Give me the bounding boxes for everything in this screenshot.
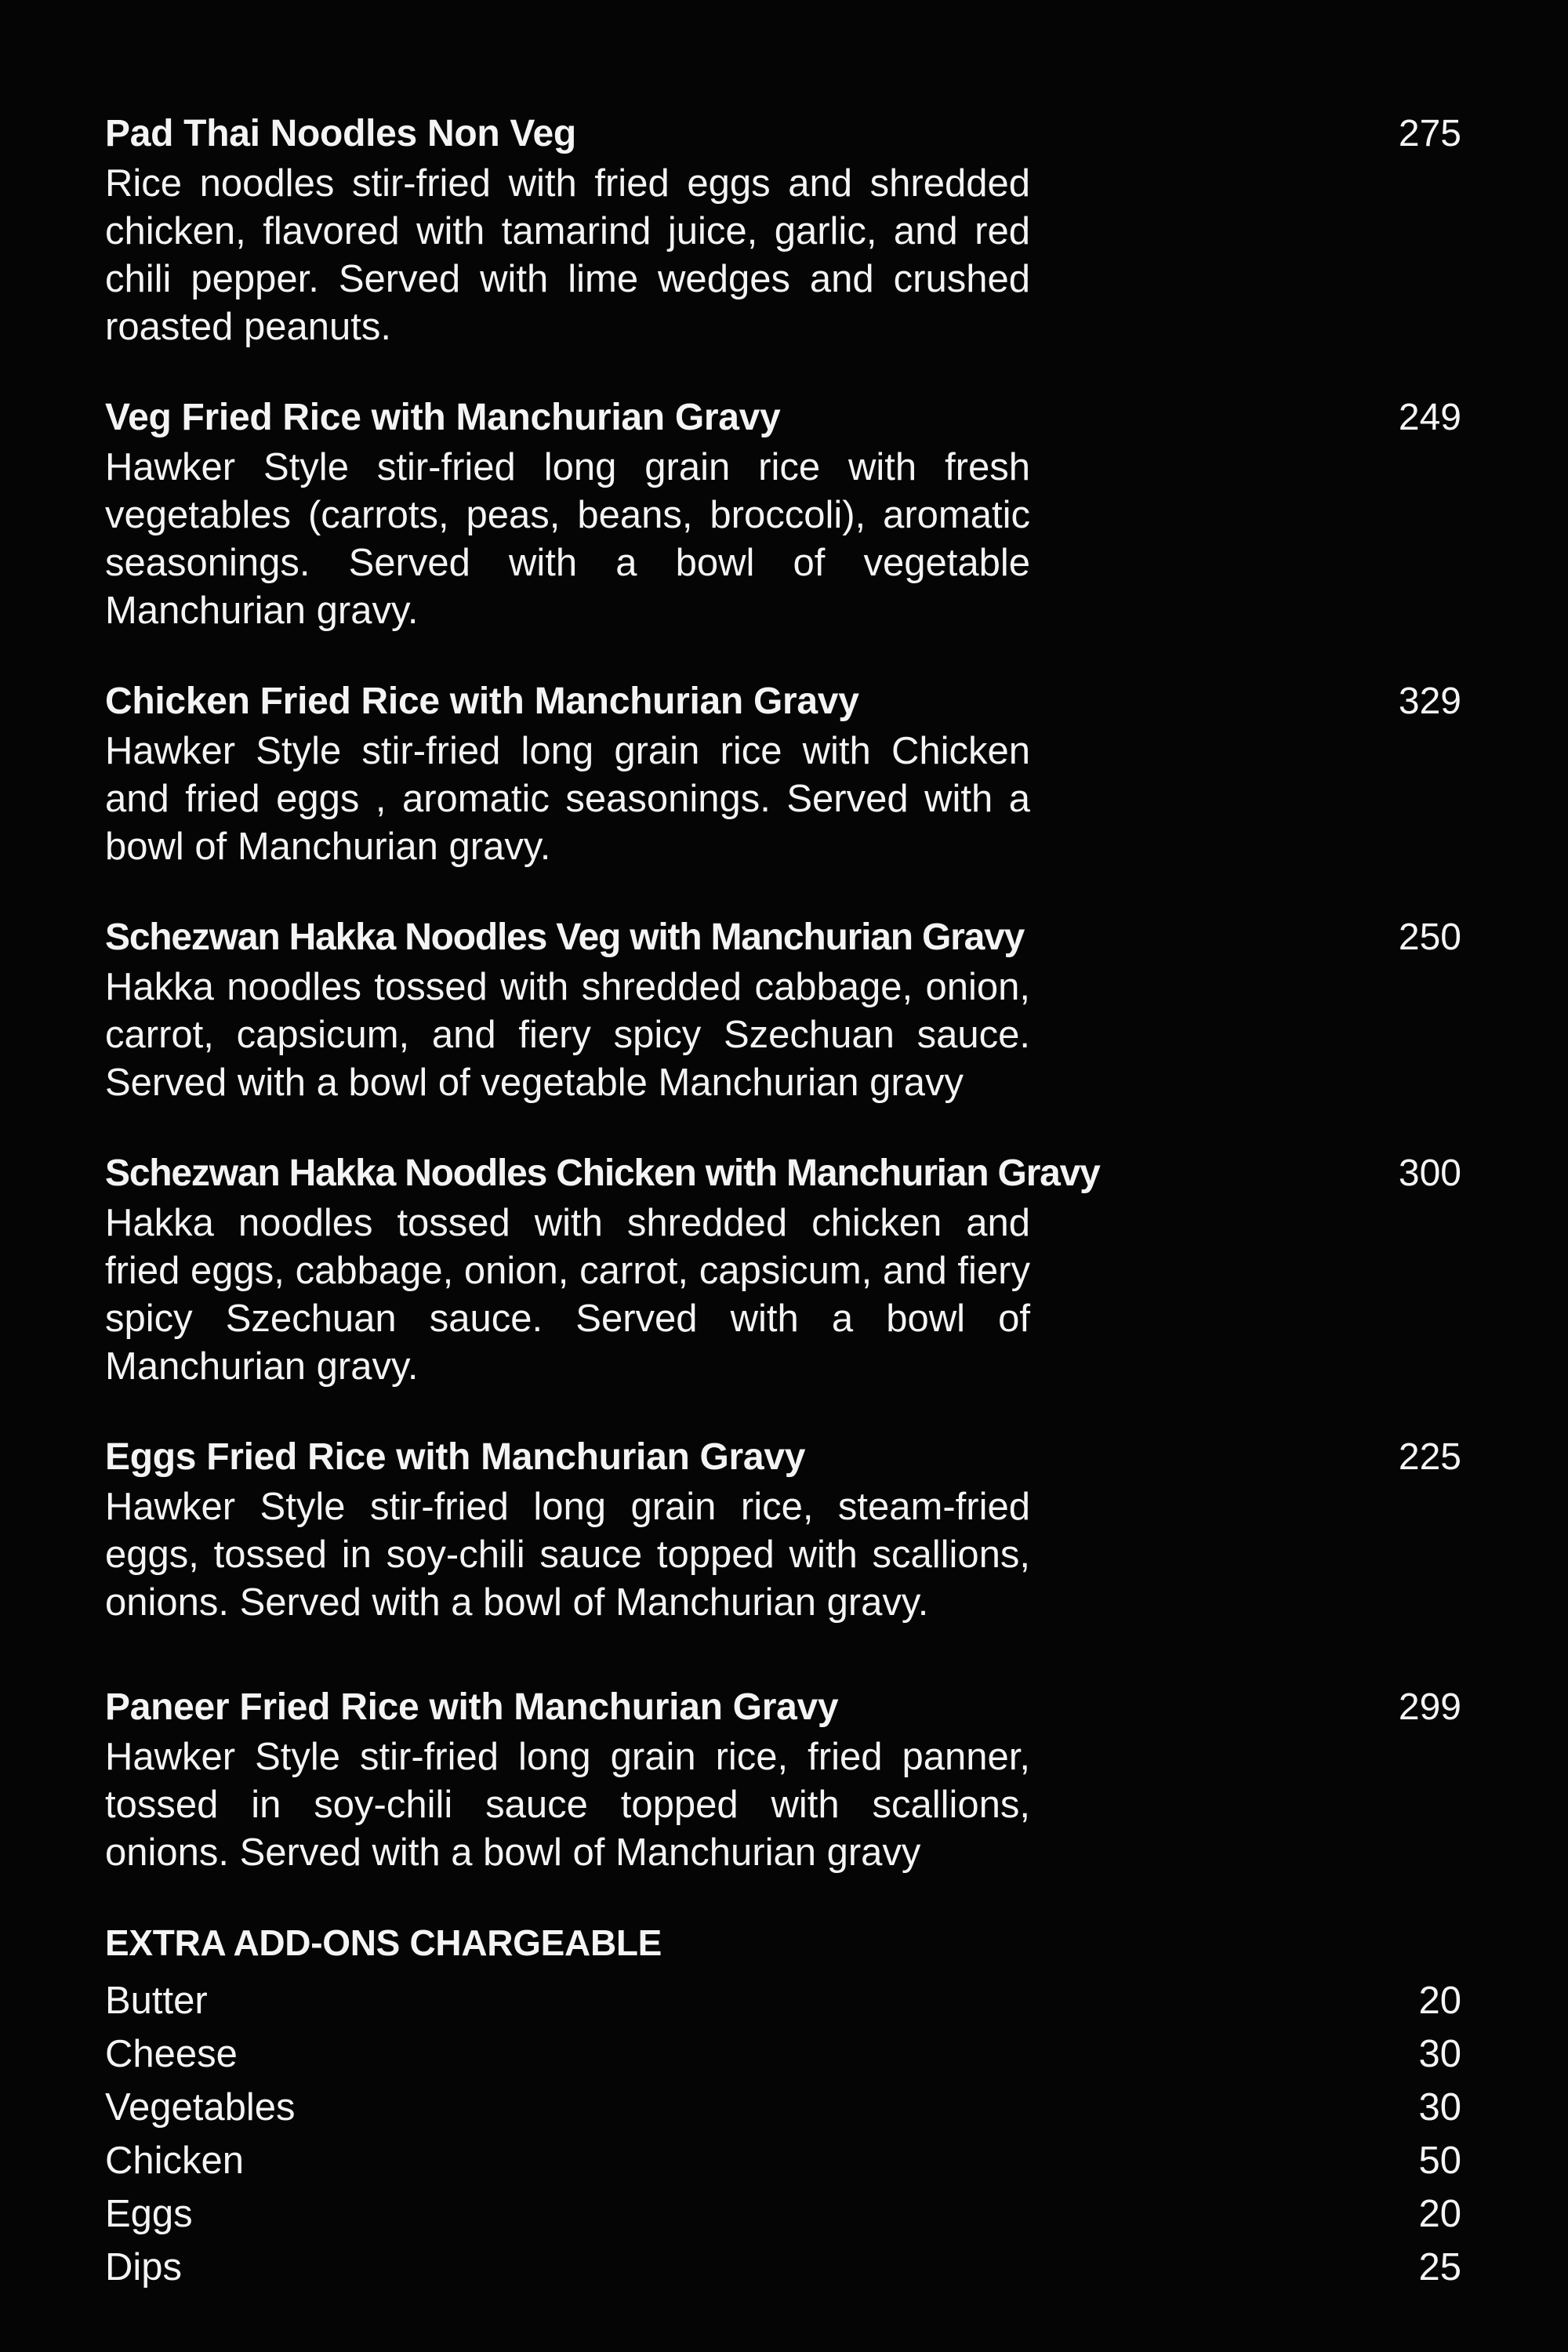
addon-row-cheese	[105, 2027, 1461, 2081]
addon-price: 50	[1418, 2140, 1461, 2182]
item-description: Hawker Style stir-fried long grain rice, steam-fried eggs, tossed in soy-chili sauce topped with scallions, onions. Served with a bowl of Manchurian gravy.	[105, 1486, 1030, 1624]
addon-name: Eggs	[105, 2193, 193, 2235]
item-description: Hawker Style stir-fried long grain rice with Chicken and fried eggs , aromatic seasonings. Served with a bowl of Manchurian gravy.	[105, 730, 1030, 868]
addon-row-eggs	[105, 2187, 1461, 2241]
addon-row-chicken	[105, 2134, 1461, 2187]
item-price: 275	[1398, 113, 1461, 154]
item-name: Schezwan Hakka Noodles Chicken with Manchurian Gravy	[105, 1152, 1100, 1194]
addons-section	[105, 1919, 1461, 2294]
menu-item-chicken-fried-rice	[105, 677, 1461, 871]
menu-item-paneer-fried-rice	[105, 1683, 1461, 1877]
item-description: Hawker Style stir-fried long grain rice, fried panner, tossed in soy-chili sauce topped with scallions, onions. Served with a bowl of Manchurian gravy	[105, 1736, 1030, 1874]
item-price: 225	[1398, 1436, 1461, 1478]
menu-item-veg-fried-rice	[105, 394, 1461, 635]
addon-price: 20	[1418, 1980, 1461, 2022]
item-name: Eggs Fried Rice with Manchurian Gravy	[105, 1436, 806, 1478]
item-name: Veg Fried Rice with Manchurian Gravy	[105, 397, 781, 438]
addon-price: 30	[1418, 2086, 1461, 2129]
item-price: 250	[1398, 916, 1461, 958]
addon-name: Butter	[105, 1980, 208, 2022]
addons-title: EXTRA ADD-ONS CHARGEABLE	[105, 1922, 662, 1963]
menu-item-pad-thai	[105, 110, 1461, 351]
addon-row-vegetables	[105, 2081, 1461, 2134]
addon-price: 25	[1418, 2246, 1461, 2288]
item-name: Pad Thai Noodles Non Veg	[105, 113, 576, 154]
menu-item-schezwan-veg	[105, 913, 1461, 1107]
item-name: Paneer Fried Rice with Manchurian Gravy	[105, 1686, 839, 1728]
addon-name: Vegetables	[105, 2086, 296, 2129]
item-name: Chicken Fried Rice with Manchurian Gravy	[105, 681, 859, 722]
addon-row-butter	[105, 1974, 1461, 2027]
item-description: Hawker Style stir-fried long grain rice with fresh vegetables (carrots, peas, beans, broccoli), aromatic seasonings. Served with a bowl of vegetable Manchurian gravy.	[105, 446, 1030, 632]
addon-price: 20	[1418, 2193, 1461, 2235]
menu-item-schezwan-chicken	[105, 1149, 1461, 1391]
menu-item-eggs-fried-rice	[105, 1433, 1461, 1627]
addon-name: Dips	[105, 2246, 183, 2288]
item-price: 329	[1398, 681, 1461, 722]
item-description: Rice noodles stir-fried with fried eggs and shredded chicken, flavored with tamarind juice, garlic, and red chili pepper. Served with lime wedges and crushed roasted peanuts.	[105, 162, 1030, 348]
item-price: 249	[1398, 397, 1461, 438]
item-description: Hakka noodles tossed with shredded chicken and fried eggs, cabbage, onion, carrot, capsicum, and fiery spicy Szechuan sauce. Served with a bowl of Manchurian gravy.	[105, 1202, 1030, 1388]
addon-price: 30	[1418, 2033, 1461, 2075]
addon-row-dips	[105, 2241, 1461, 2294]
item-price: 300	[1398, 1152, 1461, 1194]
addon-name: Chicken	[105, 2140, 245, 2182]
menu-page	[105, 110, 1461, 2294]
item-name: Schezwan Hakka Noodles Veg with Manchurian Gravy	[105, 916, 1025, 958]
item-price: 299	[1398, 1686, 1461, 1728]
item-description: Hakka noodles tossed with shredded cabbage, onion, carrot, capsicum, and fiery spicy Szechuan sauce. Served with a bowl of vegetable Manchurian gravy	[105, 966, 1030, 1104]
addon-name: Cheese	[105, 2033, 238, 2075]
